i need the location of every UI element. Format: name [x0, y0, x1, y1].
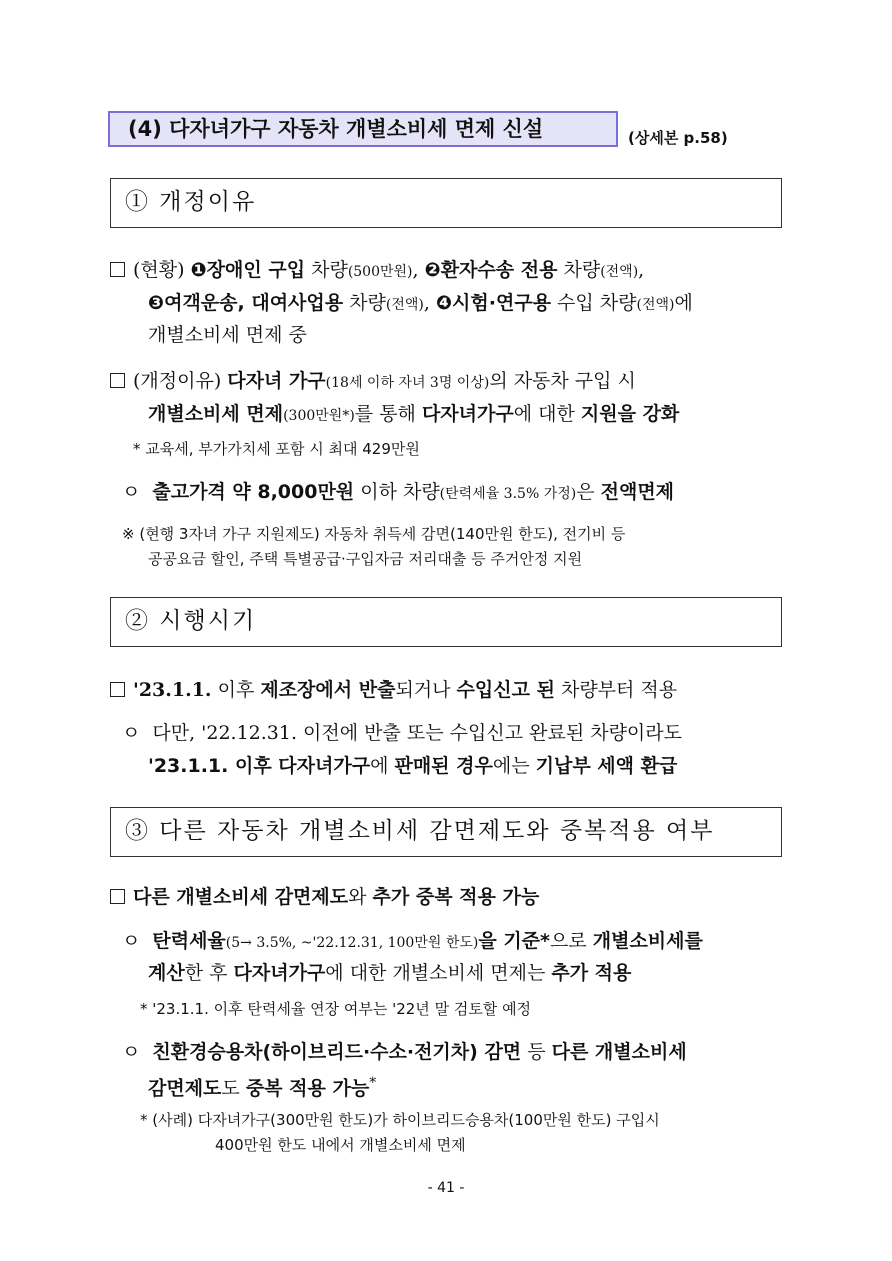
paragraph-effective-date: '23.1.1. 이후 제조장에서 반출되거나 수입신고 된 차량부터 적용	[110, 677, 677, 703]
subsection-box-reason	[110, 178, 782, 228]
paragraph-status-line3: 개별소비세 면제 중	[148, 324, 307, 346]
paragraph-eco-car-line1: ㅇ 친환경승용차(하이브리드·수소·전기차) 감면 등 다른 개별소비세	[122, 1041, 687, 1063]
reference-note-line1: ※ (현행 3자녀 가구 지원제도) 자동차 취득세 감면(140만원 한도), 전기비 등	[122, 525, 626, 543]
circle-bullet-icon: ㅇ	[122, 722, 141, 744]
paragraph-eco-car-line2: 감면제도도 중복 적용 가능*	[148, 1075, 377, 1100]
circle-bullet-icon: ㅇ	[122, 930, 141, 952]
subsection-title: ③ 다른 자동차 개별소비세 감면제도와 중복적용 여부	[125, 818, 715, 844]
square-bullet-icon	[110, 682, 125, 697]
paragraph-status-line1: (현황) ❶장애인 구입 차량(500만원), ❷환자수송 전용 차량(전액),	[110, 257, 644, 285]
footnote-tax-max: * 교육세, 부가가치세 포함 시 최대 429만원	[133, 440, 420, 458]
paragraph-reason-line1: (개정이유) 다자녀 가구(18세 이하 자녀 3명 이상)의 자동차 구입 시	[110, 368, 636, 396]
paragraph-flexible-rate-line2: 계산한 후 다자녀가구에 대한 개별소비세 면제는 추가 적용	[148, 962, 632, 984]
paragraph-reason-line2: 개별소비세 면제(300만원*)를 통해 다자녀가구에 대한 지원을 강화	[148, 403, 680, 425]
paragraph-full-exemption: ㅇ 출고가격 약 8,000만원 이하 차량(탄력세율 3.5% 가정)은 전액면제	[122, 481, 675, 503]
subsection-box-overlap	[110, 807, 782, 857]
paragraph-status-line2: ❸여객운송, 대여사업용 차량(전액), ❹시험·연구용 수입 차량(전액)에	[148, 292, 693, 314]
section-title-box	[108, 111, 618, 147]
paragraph-refund-line1: ㅇ 다만, '22.12.31. 이전에 반출 또는 수입신고 완료된 차량이라도	[122, 722, 682, 744]
square-bullet-icon	[110, 889, 125, 904]
footnote-example-line1: * (사례) 다자녀가구(300만원 한도)가 하이브리드승용차(100만원 한도) 구입시	[140, 1111, 660, 1129]
subsection-title: ① 개정이유	[125, 189, 257, 215]
page-number: - 41 -	[427, 1180, 465, 1196]
paragraph-flexible-rate-line1: ㅇ 탄력세율(5→ 3.5%, ~'22.12.31, 100만원 한도)을 기준*으로 개별소비세를	[122, 930, 703, 952]
detail-reference: (상세본 p.58)	[628, 129, 728, 147]
circle-bullet-icon: ㅇ	[122, 481, 141, 503]
section-title: (4) 다자녀가구 자동차 개별소비세 면제 신설	[128, 117, 544, 141]
footnote-flexible-rate: * '23.1.1. 이후 탄력세율 연장 여부는 '22년 말 검토할 예정	[140, 1000, 532, 1018]
square-bullet-icon	[110, 262, 125, 277]
reference-note-line2: 공공요금 할인, 주택 특별공급·구입자금 저리대출 등 주거안정 지원	[148, 550, 583, 568]
footnote-example-line2: 400만원 한도 내에서 개별소비세 면제	[215, 1136, 466, 1154]
circle-bullet-icon: ㅇ	[122, 1041, 141, 1063]
subsection-title: ② 시행시기	[125, 608, 257, 634]
paragraph-refund-line2: '23.1.1. 이후 다자녀가구에 판매된 경우에는 기납부 세액 환급	[148, 755, 678, 777]
subsection-box-effective-date	[110, 597, 782, 647]
paragraph-overlap: 다른 개별소비세 감면제도와 추가 중복 적용 가능	[110, 884, 539, 910]
square-bullet-icon	[110, 373, 125, 388]
